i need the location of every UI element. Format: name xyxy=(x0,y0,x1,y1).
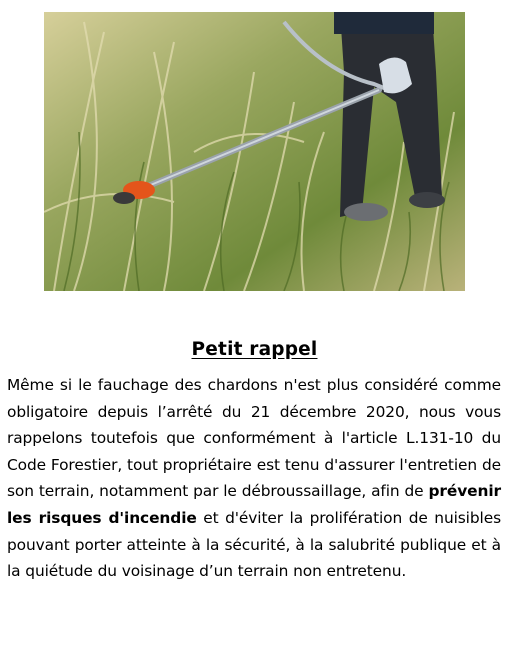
grass-trimming-photo xyxy=(44,12,465,291)
reminder-emphasis: prévenir les risques d'incendie xyxy=(7,482,501,527)
reminder-text-part-2: et d'éviter la prolifération de nuisibles pouvant porter atteinte à la sécurité, à la salubrité publique et à la quiétude du voisinage d’un terrain non entretenu. xyxy=(7,508,501,581)
reminder-text-part-1: Même si le fauchage des chardons n'est plus considéré comme obligatoire depuis l’arrêté du 21 décembre 2020, nous vous rappelons toutefois que conformément à l'article L.131-10 du Code Forestier, tout propriétaire est tenu d'assurer l'entretien de son terrain, notamment par le débroussaillage, afin de xyxy=(7,376,501,501)
reminder-paragraph xyxy=(7,372,501,585)
page-title: Petit rappel xyxy=(191,339,318,360)
